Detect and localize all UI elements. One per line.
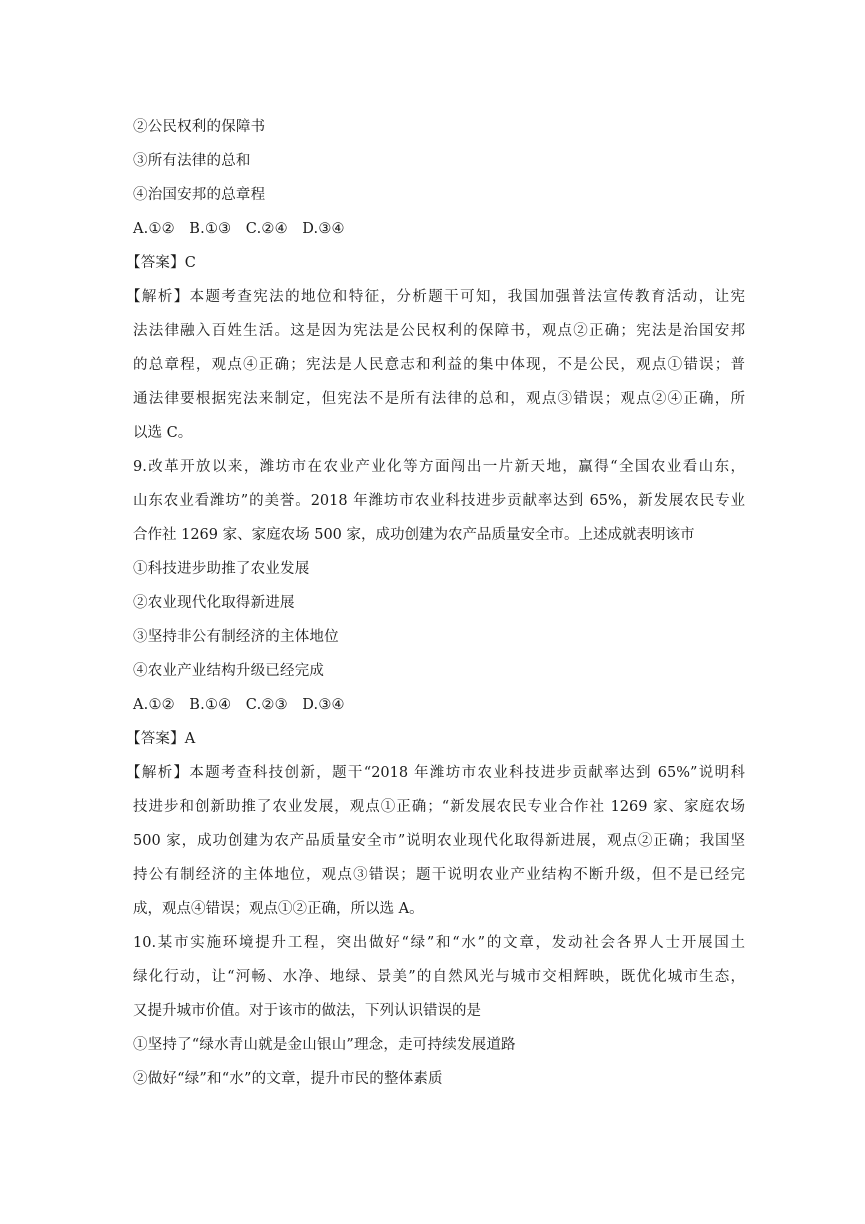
question-row: 10.某市实施环境提升工程，突出做好“绿”和“水”的文章，发动社会各界人士开展国土 <box>133 935 745 951</box>
question-row: 绿化行动，让“河畅、水净、地绿、景美”的自然风光与城市交相辉映，既优化城市生态， <box>133 969 745 985</box>
analysis-row: 500 家，成功创建为农产品质量安全市”说明农业现代化取得新进展，观点②正确；我国坚 <box>133 833 745 849</box>
analysis-row: 以选 C。 <box>133 425 193 441</box>
analysis-row: 通法律要根据宪法来制定，但宪法不是所有法律的总和，观点③错误；观点②④正确，所 <box>133 391 745 407</box>
option-line: ③坚持非公有制经济的主体地位 <box>133 629 339 645</box>
option-line: ②农业现代化取得新进展 <box>133 595 295 611</box>
question-10 <box>133 926 745 1028</box>
analysis-row: 技进步和创新助推了农业发展，观点①正确；“新发展农民专业合作社 1269 家、家庭农场 <box>133 799 745 815</box>
analysis-paragraph <box>126 280 745 450</box>
answer-line: 【答案】A <box>126 731 196 747</box>
analysis-row: 的总章程，观点④正确；宪法是人民意志和利益的集中体现，不是公民，观点①错误；普 <box>133 357 745 373</box>
analysis-row: 【解析】本题考查宪法的地位和特征，分析题干可知，我国加强普法宣传教育活动，让宪 <box>126 289 745 305</box>
option-line: ④农业产业结构升级已经完成 <box>133 663 325 679</box>
option-line: ②做好“绿”和“水”的文章，提升市民的整体素质 <box>133 1071 443 1087</box>
choices-line: A.①② B.①④ C.②③ D.③④ <box>133 697 345 713</box>
option-line: ①坚持了“绿水青山就是金山银山”理念，走可持续发展道路 <box>133 1037 516 1053</box>
analysis-row: 【解析】本题考查科技创新，题干“2018 年潍坊市农业科技进步贡献率达到 65%”说明科 <box>126 765 745 781</box>
analysis-row: 成，观点④错误；观点①②正确，所以选 A。 <box>133 901 424 917</box>
option-line: ③所有法律的总和 <box>133 153 251 169</box>
question-9 <box>133 450 745 552</box>
question-row: 9.改革开放以来，潍坊市在农业产业化等方面闯出一片新天地，赢得“全国农业看山东， <box>133 459 745 475</box>
option-line: ④治国安邦的总章程 <box>133 187 266 203</box>
question-row: 山东农业看潍坊”的美誉。2018 年潍坊市农业科技进步贡献率达到 65%，新发展农民专业 <box>133 493 745 509</box>
question-row: 又提升城市价值。对于该市的做法，下列认识错误的是 <box>133 1003 481 1019</box>
analysis-paragraph <box>126 756 745 926</box>
option-line: ②公民权利的保障书 <box>133 119 266 135</box>
question-row: 合作社 1269 家、家庭农场 500 家，成功创建为农产品质量安全市。上述成就表明该市 <box>133 527 695 543</box>
answer-line: 【答案】C <box>126 255 197 271</box>
document-body <box>126 110 745 1096</box>
option-line: ①科技进步助推了农业发展 <box>133 561 310 577</box>
choices-line: A.①② B.①③ C.②④ D.③④ <box>133 221 345 237</box>
analysis-row: 法法律融入百姓生活。这是因为宪法是公民权利的保障书，观点②正确；宪法是治国安邦 <box>133 323 745 339</box>
analysis-row: 持公有制经济的主体地位，观点③错误；题干说明农业产业结构不断升级，但不是已经完 <box>133 867 745 883</box>
